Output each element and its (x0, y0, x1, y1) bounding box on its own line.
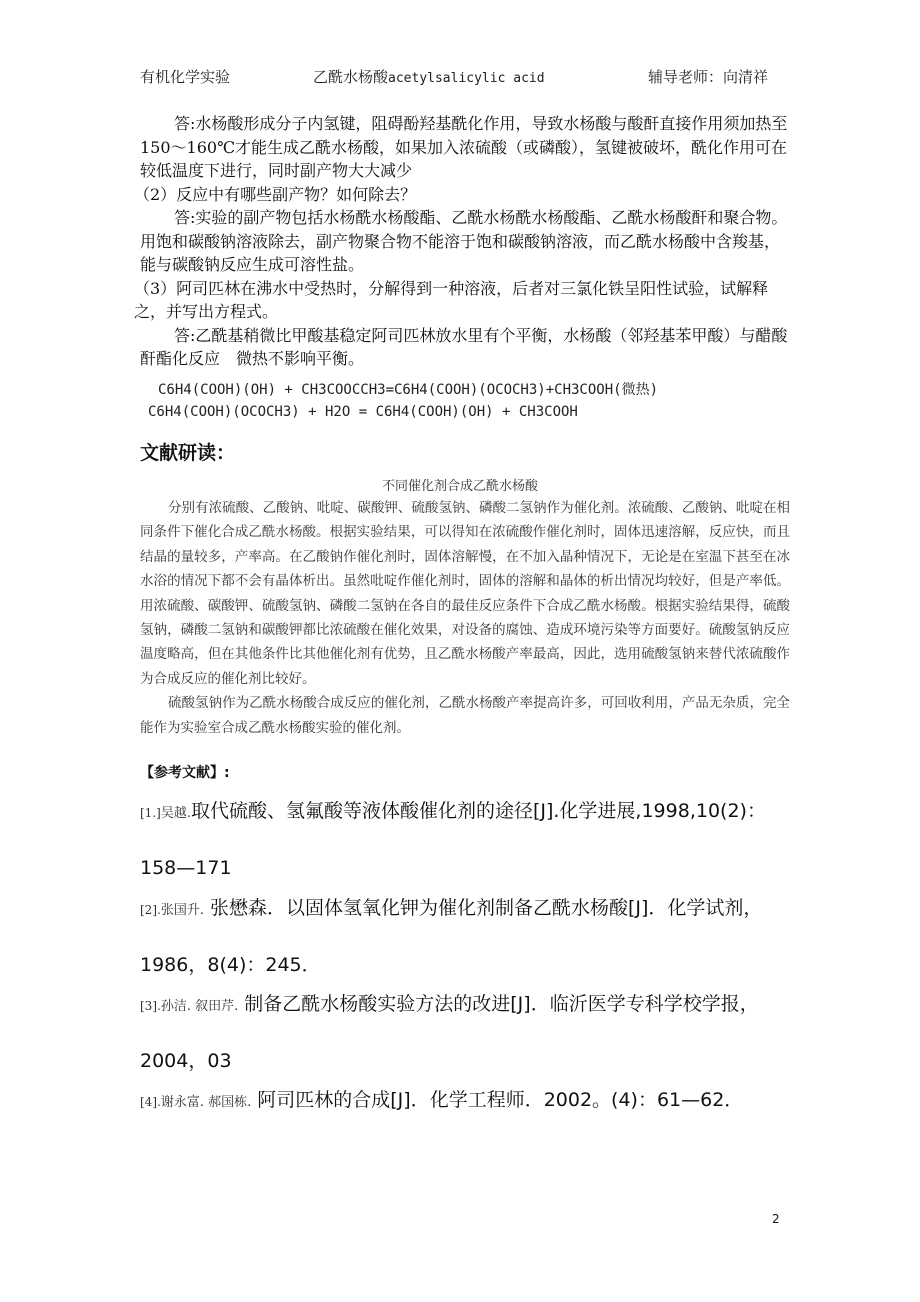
literature-body (140, 496, 790, 740)
reference-title: 张懋森．以固体氢氧化钾为催化剂制备乙酰水杨酸[J]．化学试剂，1986，8(4)：245． (140, 897, 763, 976)
reference-item (140, 977, 790, 1088)
equation-2: C6H4(COOH)(OCOCH3) + H2O = C6H4(COOH)(OH) + CH3COOH (148, 404, 578, 420)
reference-item (140, 881, 790, 992)
reference-item (140, 784, 790, 895)
literature-paragraph-2: 硫酸氢钠作为乙酰水杨酸合成反应的催化剂，乙酰水杨酸产率提高许多，可回收利用，产品无杂质，完全能作为实验室合成乙酰水杨酸实验的催化剂。 (140, 695, 790, 736)
reference-number: [3]. (140, 999, 161, 1013)
header-topic-en: acetylsalicylic acid (388, 71, 545, 86)
literature-section-title: 文献研读： (140, 442, 236, 464)
reference-title: 阿司匹林的合成[J]．化学工程师．2002。(4)：61—62． (251, 1089, 744, 1111)
question-2: （2）反应中有哪些副产物？如何除去？ (134, 184, 417, 204)
question-3: （3）阿司匹林在沸水中受热时，分解得到一种溶液，后者对三氯化铁呈阳性试验，试解释之，并写出方程式。 (134, 278, 769, 321)
reference-title: 取代硫酸、氢氟酸等液体酸催化剂的途径[J].化学进展,1998,10(2)：158—171 (140, 800, 766, 879)
page-number: 2 (772, 1212, 780, 1226)
reference-number: [4]. (140, 1095, 161, 1109)
equation-1: C6H4(COOH)(OH) + CH3COOCCH3=C6H4(COOH)(OCOCH3)+CH3COOH(微热) (158, 382, 659, 398)
reference-authors: 吴越. (160, 806, 191, 821)
answer-2: 答:实验的副产物包括水杨酰水杨酸酯、乙酰水杨酰水杨酸酯、乙酰水杨酸酐和聚合物。用饱和碳酸钠溶液除去，副产物聚合物不能溶于饱和碳酸钠溶液，而乙酰水杨酸中含羧基，能与碳酸钠反应生成可溶性盐。 (140, 208, 788, 274)
header-topic-cn: 乙酰水杨酸 (313, 68, 389, 86)
answer-3: 答:乙酰基稍微比甲酸基稳定阿司匹林放水里有个平衡，水杨酸（邻羟基苯甲酸）与醋酸酐酯化反应 微热不影响平衡。 (140, 325, 788, 368)
reference-number: [1.] (140, 806, 161, 820)
reference-authors: 谢永富. 郝国栋. (160, 1095, 252, 1110)
header-teacher: 辅导老师：向清祥 (648, 68, 769, 86)
reference-item (140, 1073, 790, 1130)
header-course: 有机化学实验 (140, 68, 231, 86)
references-heading: 【参考文献】: (140, 765, 230, 781)
header-topic (313, 66, 545, 87)
answer-1: 答:水杨酸形成分子内氢键，阻碍酚羟基酰化作用，导致水杨酸与酸酐直接作用须加热至 150～160℃才能生成乙酰水杨酸，如果加入浓硫酸（或磷酸），氢键被破坏，酰化作用可在较低温度下进行，同时副产物大大减少 (140, 114, 788, 180)
reference-authors: 孙洁. 叙田芹. (160, 999, 239, 1014)
literature-paragraph-1: 分别有浓硫酸、乙酸钠、吡啶、碳酸钾、硫酸氢钠、磷酸二氢钠作为催化剂。浓硫酸、乙酸钠、吡啶在相同条件下催化合成乙酰水杨酸。根据实验结果，可以得知在浓硫酸作催化剂时，固体迅速溶解，反应快，而且结晶的量较多，产率高。在乙酸钠作催化剂时，固体溶解慢，在不加入晶种情况下，无论是在室温下甚至在冰水浴的情况下都不会有晶体析出。虽然吡啶作催化剂时，固体的溶解和晶体的析出情况均较好，但是产率低。用浓硫酸、碳酸钾、硫酸氢钠、磷酸二氢钠在各自的最佳反应条件下合成乙酰水杨酸。根据实验结果得，硫酸氢钠，磷酸二氢钠和碳酸钾都比浓硫酸在催化效果，对设备的腐蚀、造成环境污染等方面要好。硫酸氢钠反应温度略高，但在其他条件比其他催化剂有优势，且乙酰水杨酸产率最高，因此，选用硫酸氢钠来替代浓硫酸作为合成反应的催化剂比较好。 (140, 500, 790, 687)
qa-section (134, 112, 790, 371)
reference-title: 制备乙酰水杨酸实验方法的改进[J]．临沂医学专科学校学报，2004，03 (140, 993, 759, 1072)
reference-number: [2]. (140, 903, 161, 917)
article-title: 不同催化剂合成乙酰水杨酸 (381, 479, 538, 494)
reference-authors: 张国升. (160, 903, 204, 918)
